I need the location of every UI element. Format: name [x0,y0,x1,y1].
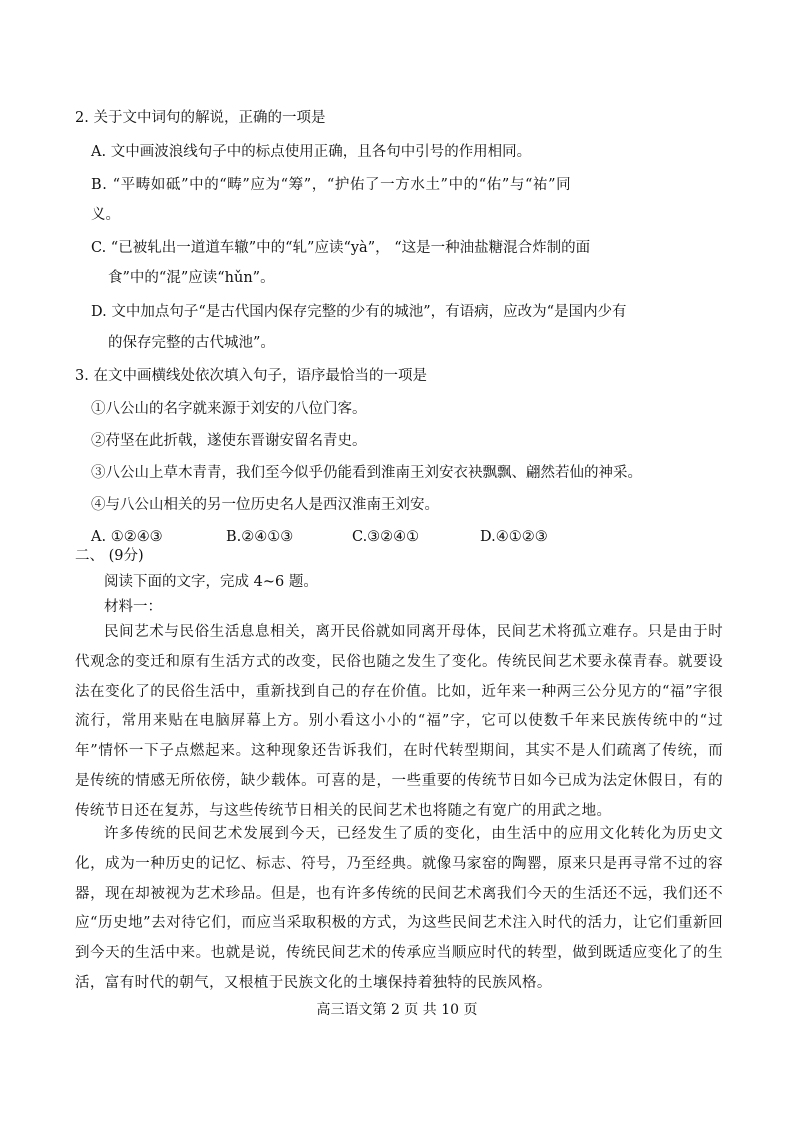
q2-option-d-line1: D. 文中加点句子“是古代国内保存完整的少有的城池”，有语病，应改为“是国内少有 [91,304,627,320]
q3-option-a: A. ①②④③ [91,529,163,545]
q3-stem: 3. 在文中画横线处依次填入句子，语序最恰当的一项是 [75,368,427,384]
reading-instruction: 阅读下面的文字，完成 4~6 题。 [104,574,318,590]
q2-stem: 2. 关于文中词句的解说，正确的一项是 [75,110,326,126]
q3-item: ③八公山上草木青青，我们至今似乎仍能看到淮南王刘安衣袂飘飘、翩然若仙的神采。 [91,465,642,481]
material-label: 材料一： [104,599,162,615]
q2-option-c-line2: 食”中的“混”应读“hǔn”。 [108,270,275,286]
q3-option-c: C.③②④① [352,529,420,545]
section-heading: 二、 (9分) [75,548,144,564]
q3-option-d: D.④①②③ [480,529,548,545]
q2-option-c-line1: C. “已被轧出一道道车辙”中的“轧”应读“yà”， “这是一种油盐糖混合炸制的面 [91,240,591,256]
q2-option-b-line1: B. “平畴如砥”中的“畴”应为“筹”，“护佑了一方水土”中的“佑”与“祐”同 [91,177,572,193]
q3-option-b: B.②④①③ [226,529,294,545]
q3-item: ④与八公山相关的另一位历史名人是西汉淮南王刘安。 [91,497,439,513]
material-paragraph-1: 民间艺术与民俗生活息息相关，离开民俗就如同离开母体，民间艺术将孤立难存。只是由于时代观念的变迁和原有生活方式的改变，民俗也随之发生了变化。传统民间艺术要永葆青春。就要设法在变化了的民俗生活中，重新找到自己的存在价值。比如，近年来一种两三公分见方的“福”字很流行，常用来贴在电脑屏幕上方。别小看这小小的“福”字，它可以使数千年来民族传统中的“过年”情怀一下子点燃起来。这种现象还告诉我们，在时代转型期间，其实不是人们疏离了传统，而是传统的情感无所依傍，缺少载体。可喜的是，一些重要的传统节日如今已成为法定休假日，有的传统节日还在复苏，与这些传统节日相关的民间艺术也将随之有宽广的用武之地。 [75,624,723,819]
q2-option-a: A. 文中画波浪线句子中的标点使用正确，且各句中引号的作用相同。 [91,144,532,160]
page-footer: 高三语文第 2 页 共 10 页 [316,1002,478,1018]
q2-option-d-line2: 的保存完整的古代城池”。 [108,335,275,351]
q3-item: ②苻坚在此折戟，遂使东晋谢安留名青史。 [91,433,367,449]
material-paragraph-2: 许多传统的民间艺术发展到今天，已经发生了质的变化，由生活中的应用文化转化为历史文化，成为一种历史的记忆、标志、符号，乃至经典。就像马家窑的陶罂，原来只是再寻常不过的容器，现在却被视为艺术珍品。但是，也有许多传统的民间艺术离我们今天的生活还不远，我们还不应“历史地”去对待它们，而应当采取积极的方式，为这些民间艺术注入时代的活力，让它们重新回到今天的生活中来。也就是说，传统民间艺术的传承应当顺应时代的转型，做到既适应变化了的生活，富有时代的朝气，又根植于民族文化的土壤保持着独特的民族风格。 [75,826,723,991]
q2-option-b-line2: 义。 [91,207,120,223]
q3-item: ①八公山的名字就来源于刘安的八位门客。 [91,401,367,417]
